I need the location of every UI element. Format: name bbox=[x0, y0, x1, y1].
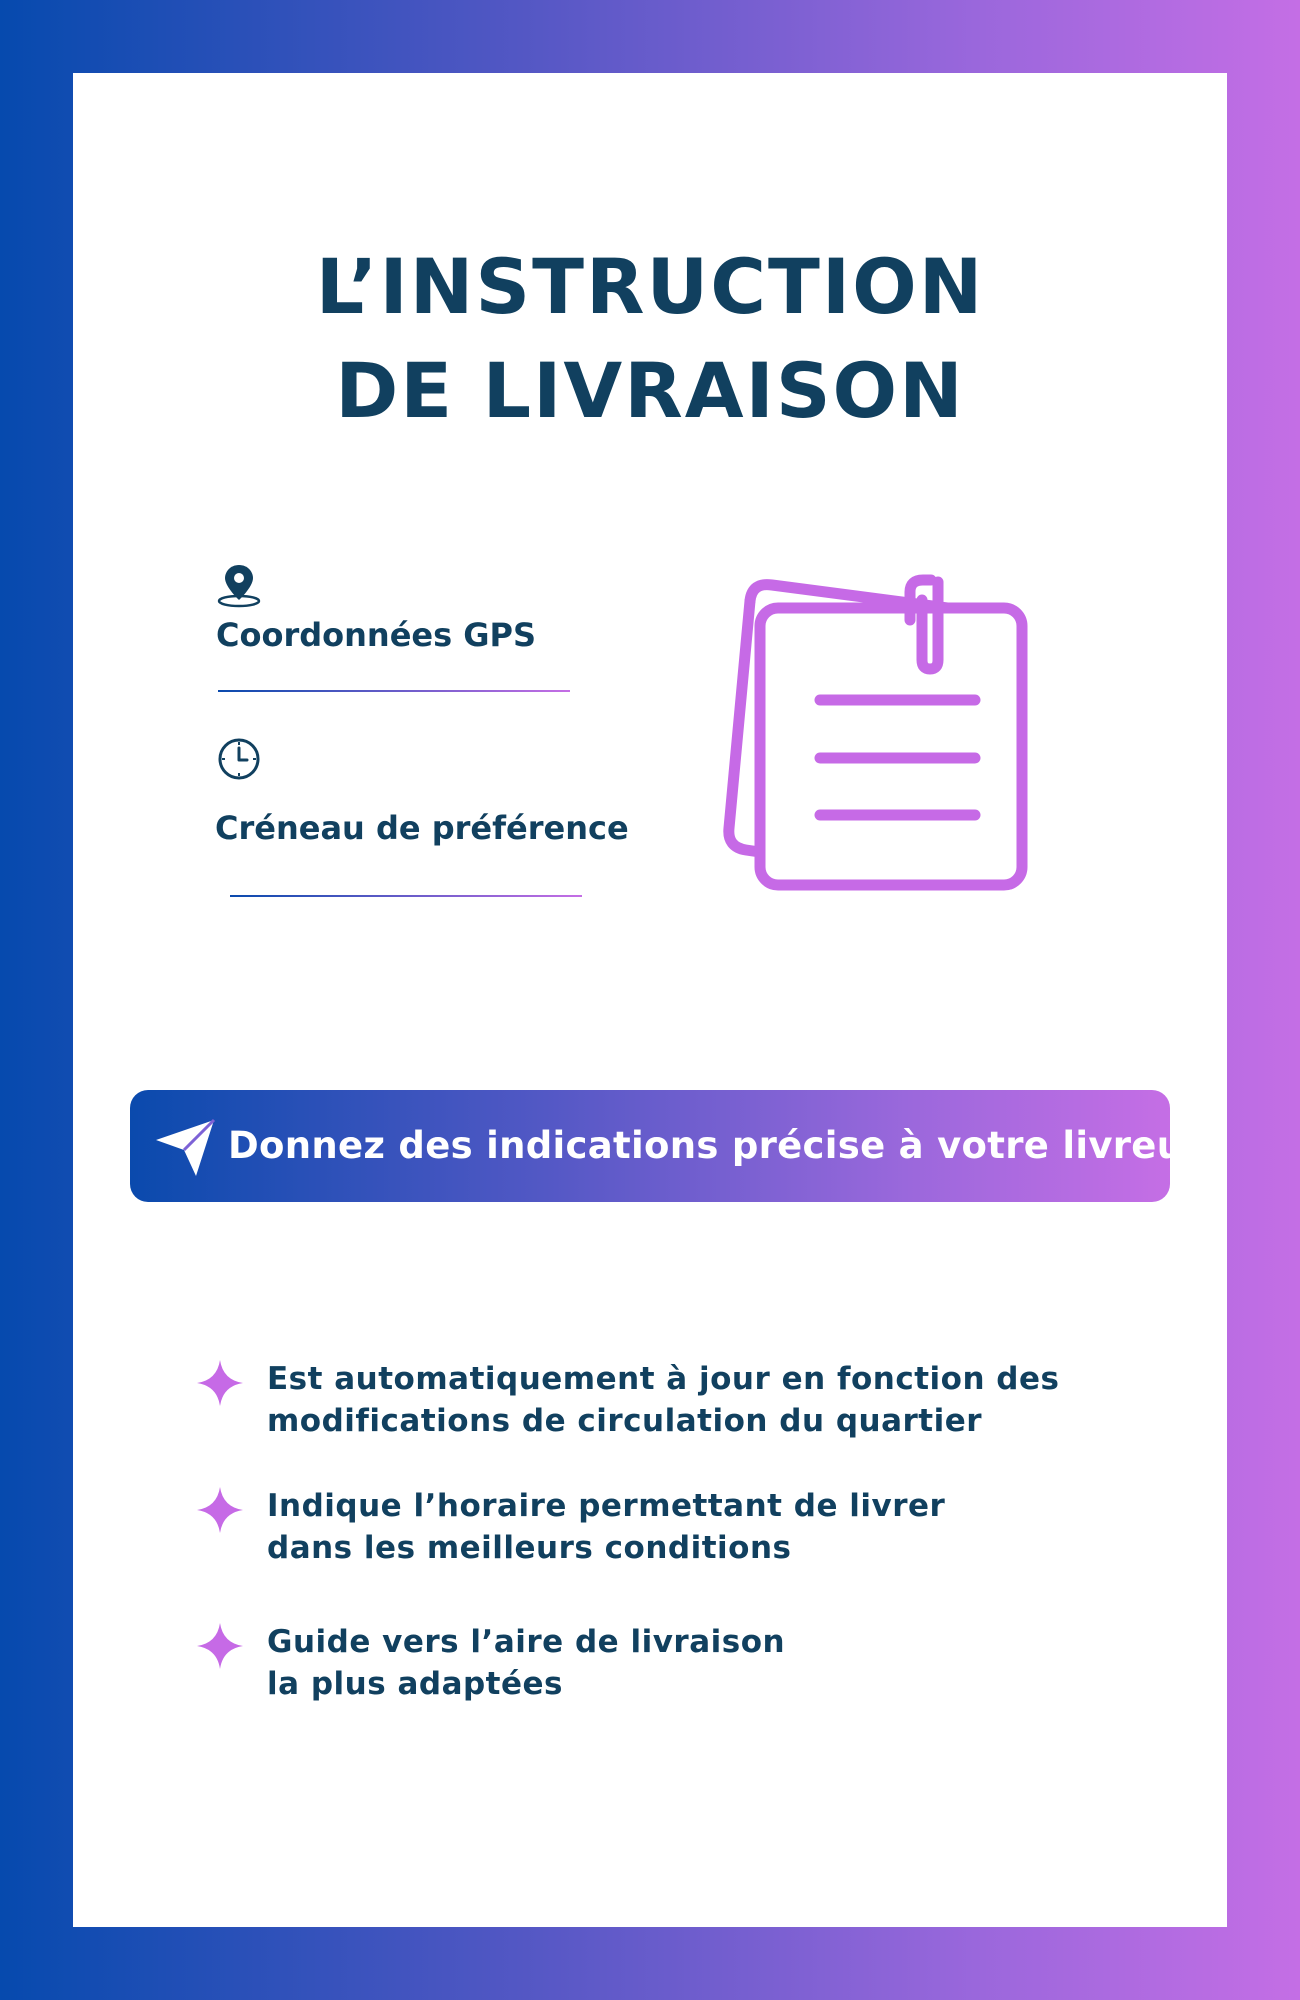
sparkle-icon bbox=[195, 1621, 245, 1671]
benefit-text bbox=[267, 1485, 945, 1569]
sparkle-icon bbox=[195, 1358, 245, 1408]
benefit-text-line-1: Guide vers l’aire de livraison bbox=[267, 1624, 786, 1660]
page-title bbox=[0, 235, 1300, 443]
benefit-text-line-2: dans les meilleurs conditions bbox=[267, 1530, 792, 1566]
benefit-text-line-1: Est automatiquement à jour en fonction des bbox=[267, 1361, 1060, 1397]
cta-banner[interactable] bbox=[130, 1090, 1202, 1202]
feature-label-gps: Coordonnées GPS bbox=[216, 616, 537, 654]
benefit-text bbox=[267, 1358, 1059, 1442]
benefit-text bbox=[267, 1621, 785, 1705]
benefit-text-line-1: Indique l’horaire permettant de livrer bbox=[267, 1488, 946, 1524]
location-pin-icon bbox=[216, 562, 264, 610]
clock-icon bbox=[216, 736, 262, 782]
sticky-notes-icon bbox=[690, 565, 1030, 895]
sparkle-icon bbox=[195, 1485, 245, 1535]
cta-label: Donnez des indications précise à votre livreur bbox=[228, 1124, 1202, 1167]
feature-divider-gps bbox=[218, 690, 570, 692]
feature-divider-time-slot bbox=[230, 895, 582, 897]
paper-plane-icon bbox=[152, 1114, 218, 1180]
benefit-text-line-2: modifications de circulation du quartier bbox=[267, 1403, 983, 1439]
feature-label-time-slot: Créneau de préférence bbox=[215, 809, 629, 847]
benefit-text-line-2: la plus adaptées bbox=[267, 1666, 564, 1702]
title-line-2: DE LIVRAISON bbox=[335, 346, 965, 435]
title-line-1: L’INSTRUCTION bbox=[315, 242, 985, 331]
